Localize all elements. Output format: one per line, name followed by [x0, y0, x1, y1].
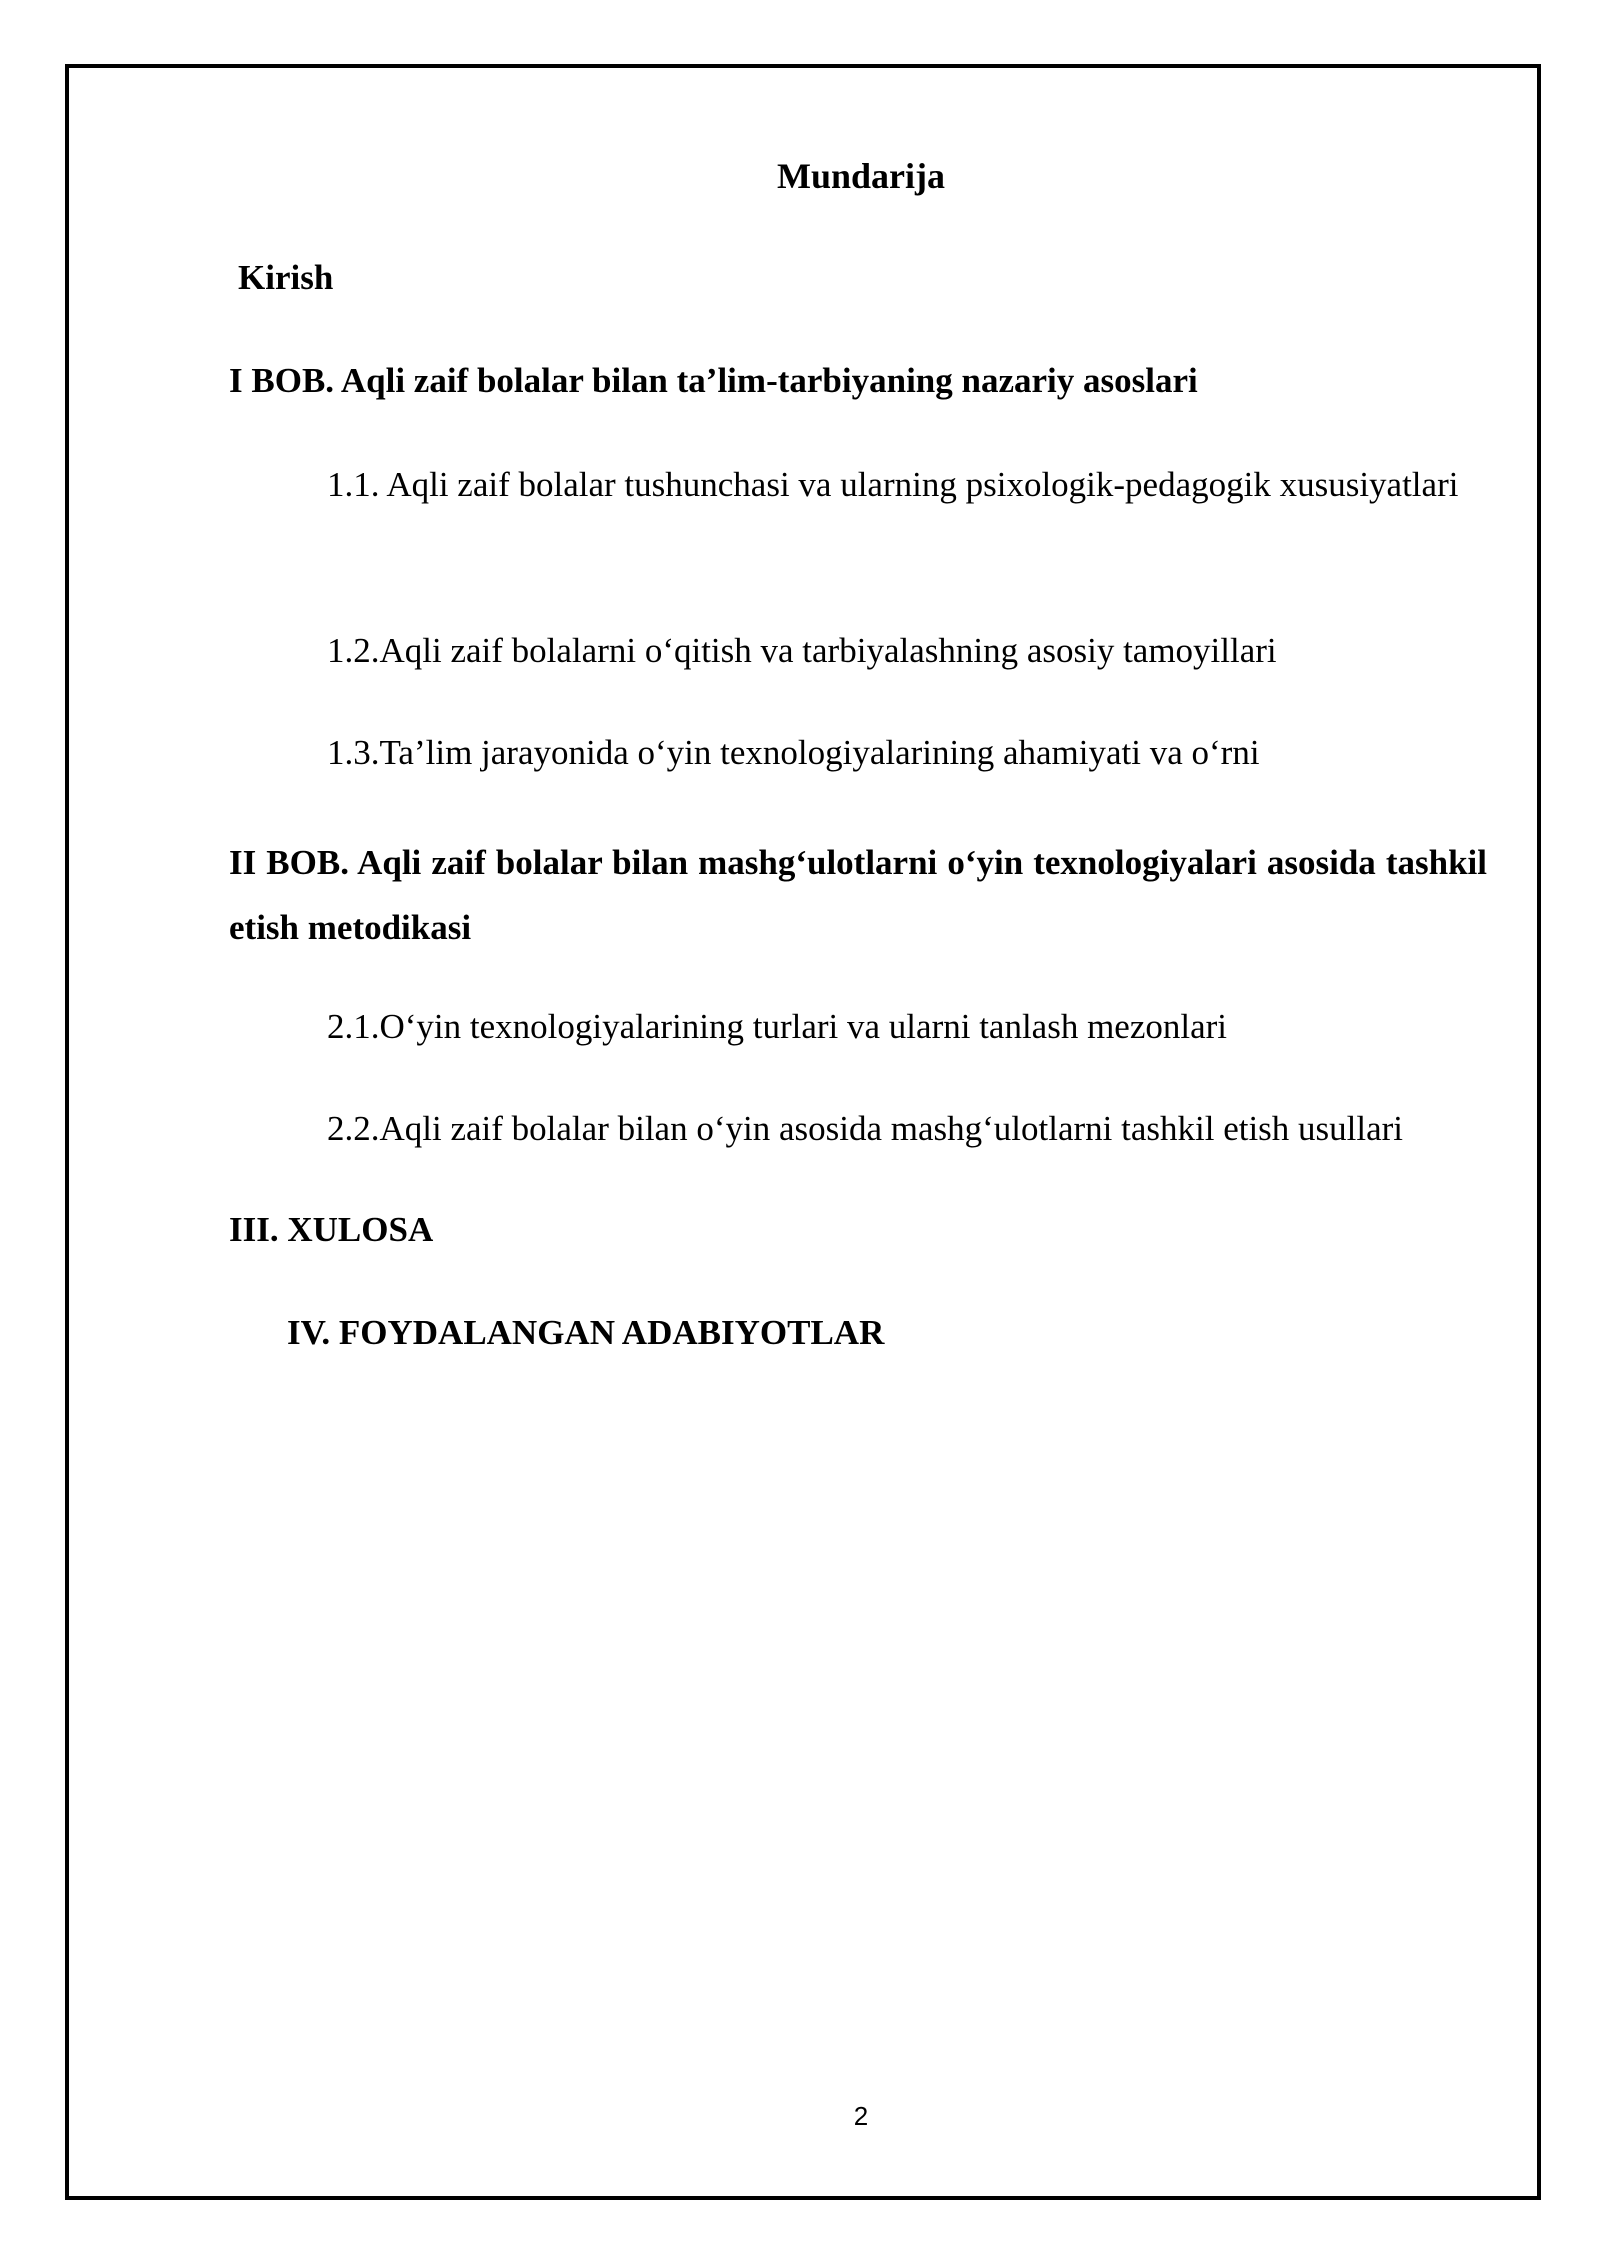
toc-section-1-1: 1.1. Aqli zaif bolalar tushunchasi va ularning psixologik-pedagogik xususiyatlari [327, 465, 1459, 504]
toc-section-2-1: 2.1.O‘yin texnologiyalarining turlari va ularni tanlash mezonlari [327, 1007, 1228, 1046]
toc-section-1-2: 1.2.Aqli zaif bolalarni o‘qitish va tarbiyalashning asosiy tamoyillari [327, 631, 1277, 670]
toc-section-1-3: 1.3.Ta’lim jarayonida o‘yin texnologiyalarining ahamiyati va o‘rni [327, 733, 1260, 772]
toc-chapter1-heading: I BOB. Aqli zaif bolalar bilan ta’lim-tarbiyaning nazariy asoslari [229, 361, 1198, 400]
toc-intro: Kirish [238, 258, 334, 297]
toc-chapter2-heading: II BOB. Aqli zaif bolalar bilan mashg‘ulotlarni o‘yin texnologiyalari asosida tashkil etish metodikasi [229, 843, 1487, 947]
toc-section-2-2: 2.2.Aqli zaif bolalar bilan o‘yin asosida mashg‘ulotlarni tashkil etish usullari [327, 1109, 1404, 1148]
toc-title: Mundarija [776, 156, 945, 196]
toc-conclusion: III. XULOSA [229, 1210, 434, 1249]
toc-references: IV. FOYDALANGAN ADABIYOTLAR [287, 1313, 885, 1352]
page-number: 2 [853, 2101, 869, 2131]
